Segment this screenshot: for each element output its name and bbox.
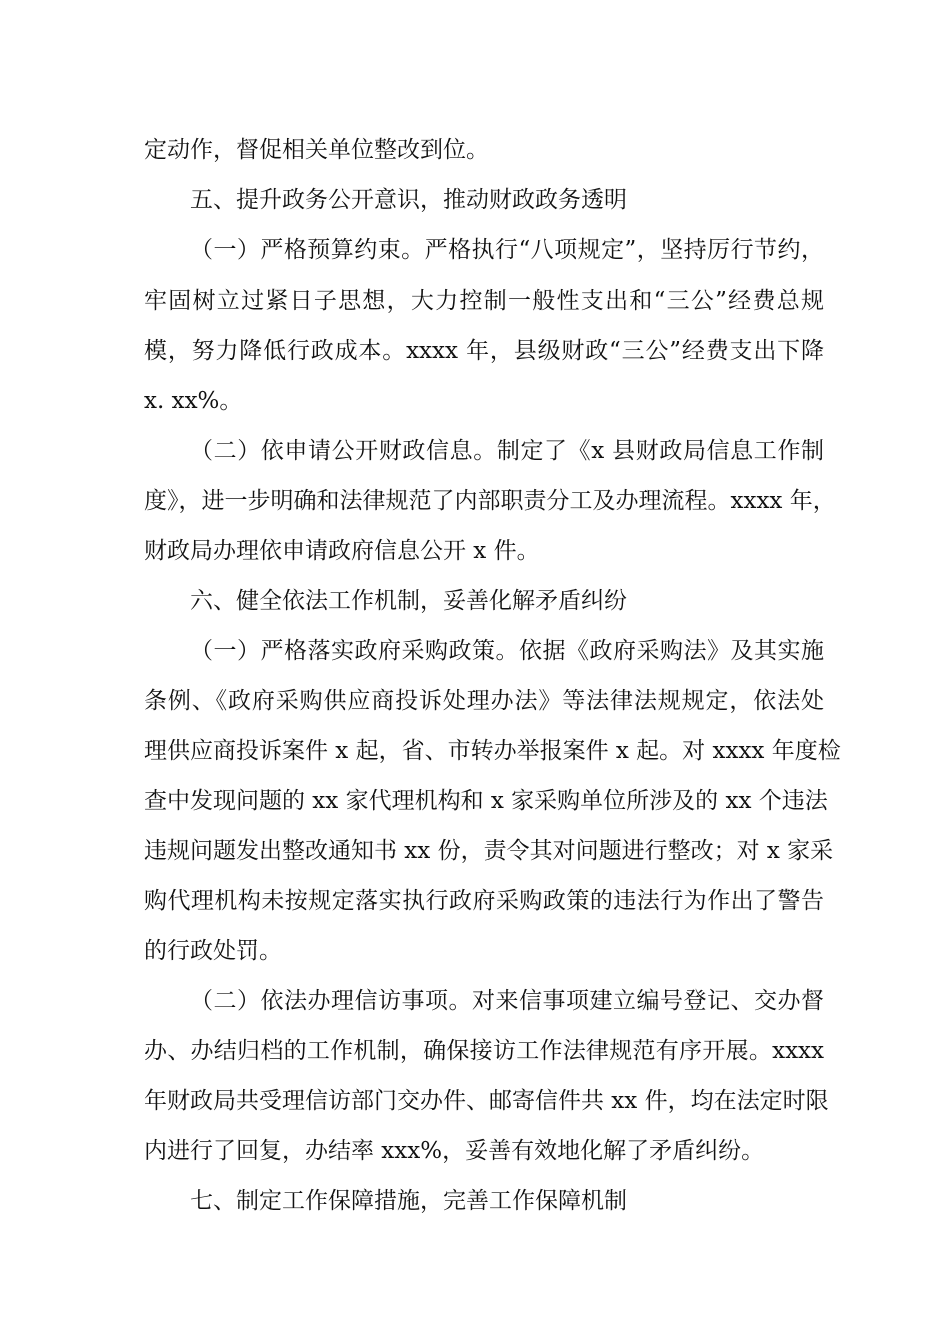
paragraph-line: 年财政局共受理信访部门交办件、邮寄信件共 xx 件，均在法定时限 bbox=[144, 1088, 829, 1114]
paragraph-line: （一）严格落实政府采购政策。依据《政府采购法》及其实施 bbox=[190, 638, 824, 664]
paragraph-line: 内进行了回复，办结率 xxx%，妥善有效地化解了矛盾纠纷。 bbox=[144, 1138, 765, 1164]
paragraph-line: 度》，进一步明确和法律规范了内部职责分工及办理流程。xxxx 年， bbox=[144, 488, 836, 514]
paragraph-line: 财政局办理依申请政府信息公开 x 件。 bbox=[144, 538, 540, 564]
paragraph-line: （一）严格预算约束。严格执行“八项规定”，坚持厉行节约， bbox=[190, 237, 824, 263]
paragraph-line: x. xx%。 bbox=[144, 388, 243, 414]
paragraph-line: 办、办结归档的工作机制，确保接访工作法律规范有序开展。xxxx bbox=[144, 1038, 824, 1064]
paragraph-line: 购代理机构未按规定落实执行政府采购政策的违法行为作出了警告 bbox=[144, 888, 824, 914]
paragraph-line: 违规问题发出整改通知书 xx 份，责令其对问题进行整改；对 x 家采 bbox=[144, 838, 834, 864]
section-heading-7: 七、制定工作保障措施，完善工作保障机制 bbox=[190, 1188, 627, 1214]
section-heading-6: 六、健全依法工作机制，妥善化解矛盾纠纷 bbox=[190, 588, 627, 614]
paragraph-line: 条例、《政府采购供应商投诉处理办法》等法律法规规定，依法处 bbox=[144, 688, 824, 714]
paragraph-line: 的行政处罚。 bbox=[144, 938, 282, 964]
paragraph-line: （二）依法办理信访事项。对来信事项建立编号登记、交办督 bbox=[190, 988, 824, 1014]
section-heading-5: 五、提升政务公开意识，推动财政政务透明 bbox=[190, 187, 627, 213]
paragraph-line: 模，努力降低行政成本。xxxx 年，县级财政“三公”经费支出下降 bbox=[144, 338, 824, 364]
paragraph-line: 定动作，督促相关单位整改到位。 bbox=[144, 137, 489, 163]
paragraph-line: 查中发现问题的 xx 家代理机构和 x 家采购单位所涉及的 xx 个违法 bbox=[144, 788, 828, 814]
paragraph-line: 牢固树立过紧日子思想，大力控制一般性支出和“三公”经费总规 bbox=[144, 288, 824, 314]
paragraph-line: 理供应商投诉案件 x 起，省、市转办举报案件 x 起。对 xxxx 年度检 bbox=[144, 738, 841, 764]
paragraph-line: （二）依申请公开财政信息。制定了《x 县财政局信息工作制 bbox=[190, 438, 824, 464]
